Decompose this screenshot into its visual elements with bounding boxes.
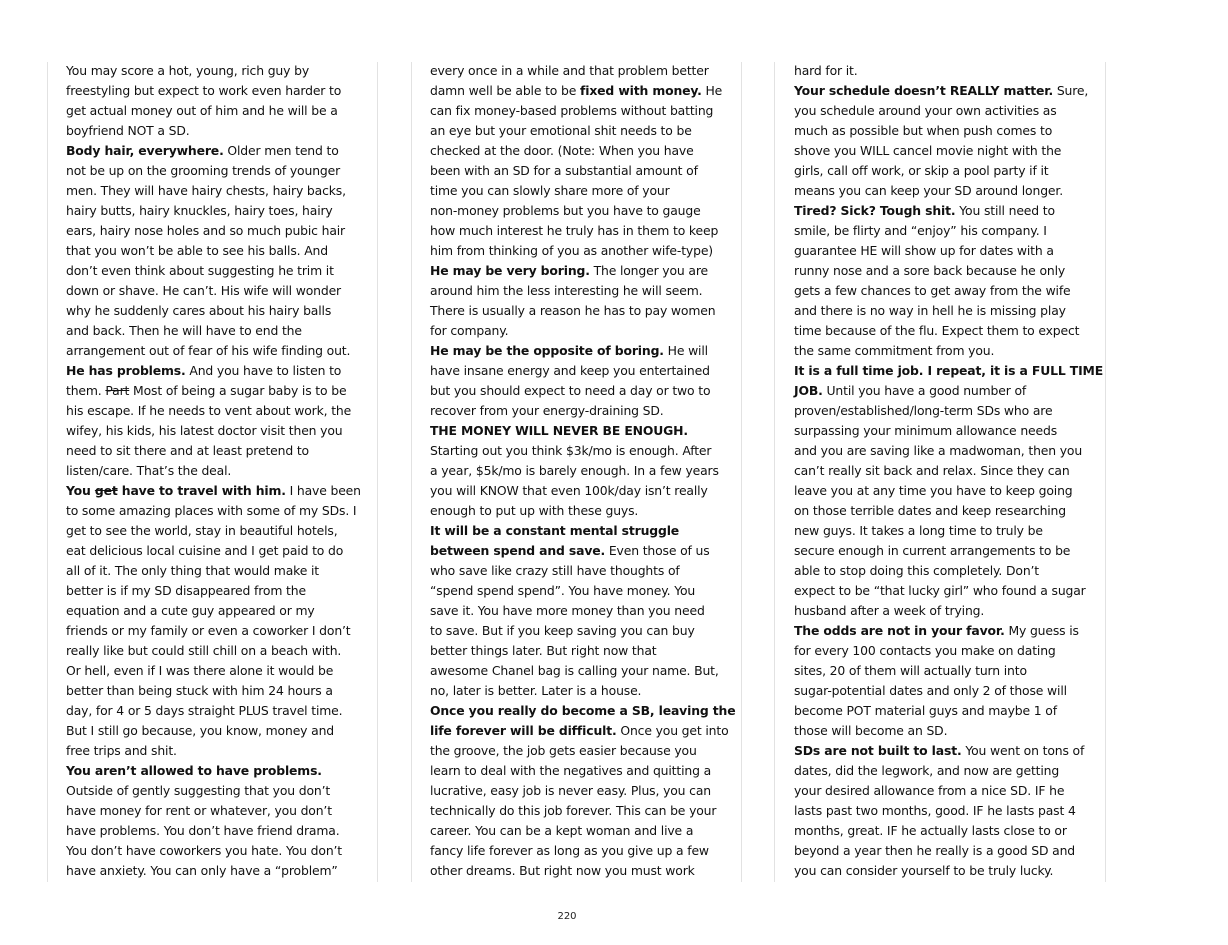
bold-heading-run: You aren’t allowed to have problems. bbox=[66, 763, 322, 778]
text-run: He bbox=[701, 83, 723, 98]
text-run: time because of the flu. Expect them to expect bbox=[794, 323, 1080, 338]
text-run: Once you get into bbox=[616, 723, 729, 738]
text-line bbox=[794, 761, 1092, 781]
text-run: have anxiety. You can only have a “problem” bbox=[66, 863, 338, 878]
text-line bbox=[66, 201, 364, 221]
text-line bbox=[66, 101, 364, 121]
text-run: better than being stuck with him 24 hours a bbox=[66, 683, 333, 698]
text-line bbox=[66, 281, 364, 301]
text-run: to save. But if you keep saving you can buy bbox=[430, 623, 695, 638]
text-run: shove you WILL cancel movie night with the bbox=[794, 143, 1062, 158]
text-run: gets a few chances to get away from the wife bbox=[794, 283, 1071, 298]
text-line bbox=[794, 241, 1092, 261]
text-line bbox=[430, 201, 728, 221]
text-run: other dreams. But right now you must work bbox=[430, 863, 695, 878]
text-line bbox=[430, 121, 728, 141]
text-run: them. bbox=[66, 383, 106, 398]
text-line bbox=[430, 441, 728, 461]
text-line bbox=[794, 141, 1092, 161]
text-run: wifey, his kids, his latest doctor visit then you bbox=[66, 423, 343, 438]
text-run: There is usually a reason he has to pay women bbox=[430, 303, 716, 318]
bold-heading-run: He may be very boring. bbox=[430, 263, 590, 278]
text-run: The longer you are bbox=[589, 263, 708, 278]
text-line bbox=[794, 161, 1092, 181]
text-run: better things later. But right now that bbox=[430, 643, 657, 658]
text-line bbox=[66, 681, 364, 701]
text-run: hard for it. bbox=[794, 63, 858, 78]
text-run: that you won’t be able to see his balls. And bbox=[66, 243, 328, 258]
text-run: fancy life forever as long as you give up a few bbox=[430, 843, 709, 858]
bold-heading-run: You bbox=[66, 483, 95, 498]
text-line bbox=[794, 561, 1092, 581]
text-run: eat delicious local cuisine and I get paid to do bbox=[66, 543, 344, 558]
text-line bbox=[430, 661, 728, 681]
struck-run: Part bbox=[105, 383, 130, 398]
text-run: save it. You have more money than you need bbox=[430, 603, 705, 618]
text-run: you can consider yourself to be truly lucky. bbox=[794, 863, 1054, 878]
text-run: listen/care. That’s the deal. bbox=[66, 463, 232, 478]
text-run: get to see the world, stay in beautiful hotels, bbox=[66, 523, 338, 538]
text-line bbox=[66, 841, 364, 861]
text-run: means you can keep your SD around longer. bbox=[794, 183, 1063, 198]
text-run: proven/established/long-term SDs who are bbox=[794, 403, 1053, 418]
bold-heading-run: It will be a constant mental struggle bbox=[430, 523, 680, 538]
text-run: for every 100 contacts you make on dating bbox=[794, 643, 1056, 658]
text-line bbox=[66, 441, 364, 461]
text-line bbox=[794, 701, 1092, 721]
text-line bbox=[66, 761, 364, 781]
text-run: girls, call off work, or skip a pool party if it bbox=[794, 163, 1049, 178]
text-column-1 bbox=[66, 61, 364, 881]
text-run: runny nose and a sore back because he only bbox=[794, 263, 1066, 278]
text-run: equation and a cute guy appeared or my bbox=[66, 603, 315, 618]
page-number: 220 bbox=[557, 911, 577, 922]
text-run: ears, hairy nose holes and so much pubic hair bbox=[66, 223, 346, 238]
text-line bbox=[66, 741, 364, 761]
text-run: secure enough in current arrangements to be bbox=[794, 543, 1071, 558]
text-run: those will become an SD. bbox=[794, 723, 948, 738]
text-line bbox=[66, 601, 364, 621]
text-run: become POT material guys and maybe 1 of bbox=[794, 703, 1057, 718]
text-line bbox=[430, 361, 728, 381]
bold-heading-run: Your schedule doesn’t REALLY matter. bbox=[794, 83, 1054, 98]
text-run: sites, 20 of them will actually turn into bbox=[794, 663, 1027, 678]
text-run: arrangement out of fear of his wife finding out. bbox=[66, 343, 351, 358]
text-run: Until you have a good number of bbox=[822, 383, 1027, 398]
text-line bbox=[430, 301, 728, 321]
text-run: freestyling but expect to work even harder to bbox=[66, 83, 342, 98]
text-line bbox=[794, 121, 1092, 141]
bold-heading-run: SDs are not built to last. bbox=[794, 743, 962, 758]
text-line bbox=[430, 601, 728, 621]
text-line bbox=[430, 821, 728, 841]
text-run: Even those of us bbox=[605, 543, 710, 558]
text-run: enough to put up with these guys. bbox=[430, 503, 639, 518]
text-line bbox=[430, 681, 728, 701]
text-run: And you have to listen to bbox=[185, 363, 342, 378]
text-line bbox=[794, 501, 1092, 521]
text-line bbox=[794, 181, 1092, 201]
text-run: Starting out you think $3k/mo is enough. After bbox=[430, 443, 712, 458]
bold-heading-run: fixed with money. bbox=[580, 83, 702, 98]
text-line bbox=[430, 721, 728, 741]
text-run: learn to deal with the negatives and quitting a bbox=[430, 763, 712, 778]
text-run: not be up on the grooming trends of younger bbox=[66, 163, 341, 178]
text-run: “spend spend spend”. You have money. You bbox=[430, 583, 696, 598]
text-run: guarantee HE will show up for dates with a bbox=[794, 243, 1054, 258]
text-line bbox=[794, 401, 1092, 421]
text-line bbox=[430, 341, 728, 361]
text-line bbox=[794, 801, 1092, 821]
text-line bbox=[794, 681, 1092, 701]
text-run: have insane energy and keep you entertained bbox=[430, 363, 710, 378]
text-line bbox=[794, 441, 1092, 461]
text-run: Or hell, even if I was there alone it would be bbox=[66, 663, 334, 678]
text-line bbox=[430, 401, 728, 421]
text-line bbox=[794, 581, 1092, 601]
column-rule-2-right bbox=[741, 62, 742, 882]
text-line bbox=[430, 541, 728, 561]
text-run: have problems. You don’t have friend drama. bbox=[66, 823, 340, 838]
text-run: have money for rent or whatever, you don’t bbox=[66, 803, 332, 818]
bold-heading-run: have to travel with him. bbox=[117, 483, 286, 498]
text-run: why he suddenly cares about his hairy balls bbox=[66, 303, 332, 318]
text-run: but you should expect to need a day or two to bbox=[430, 383, 711, 398]
text-run: friends or my family or even a coworker I don’t bbox=[66, 623, 351, 638]
text-line bbox=[430, 561, 728, 581]
text-run: on those terrible dates and keep researching bbox=[794, 503, 1066, 518]
text-line bbox=[430, 141, 728, 161]
text-line bbox=[66, 581, 364, 601]
text-run: to some amazing places with some of my SDs. I bbox=[66, 503, 357, 518]
text-line bbox=[430, 421, 728, 441]
text-line bbox=[794, 321, 1092, 341]
text-run: lasts past two months, good. IF he lasts past 4 bbox=[794, 803, 1076, 818]
bold-heading-run: Once you really do become a SB, leaving the bbox=[430, 703, 736, 718]
text-line bbox=[794, 361, 1104, 381]
text-line bbox=[66, 341, 364, 361]
text-line bbox=[430, 161, 728, 181]
text-run: You still need to bbox=[955, 203, 1055, 218]
bold-heading-run: He has problems. bbox=[66, 363, 186, 378]
text-run: and you are saving like a madwoman, then you bbox=[794, 443, 1083, 458]
text-run: But I still go because, you know, money and bbox=[66, 723, 334, 738]
text-line bbox=[66, 661, 364, 681]
text-line bbox=[430, 261, 728, 281]
column-rule-3-left bbox=[774, 62, 775, 882]
text-line bbox=[430, 761, 728, 781]
text-line bbox=[794, 721, 1092, 741]
text-line bbox=[430, 281, 728, 301]
text-line bbox=[430, 381, 728, 401]
text-line bbox=[66, 801, 364, 821]
column-rule-2-left bbox=[411, 62, 412, 882]
text-line bbox=[430, 81, 728, 101]
struck-bold-run: get bbox=[94, 483, 118, 498]
text-run: Most of being a sugar baby is to be bbox=[129, 383, 347, 398]
bold-heading-run: It is a full time job. I repeat, it is a FULL TIME bbox=[794, 363, 1104, 378]
text-run: free trips and shit. bbox=[66, 743, 177, 758]
text-line bbox=[430, 481, 728, 501]
text-run: no, later is better. Later is a house. bbox=[430, 683, 642, 698]
bold-heading-run: THE MONEY WILL NEVER BE ENOUGH. bbox=[430, 423, 688, 438]
text-run: awesome Chanel bag is calling your name. But, bbox=[430, 663, 719, 678]
text-run: You went on tons of bbox=[961, 743, 1085, 758]
text-line bbox=[794, 521, 1092, 541]
text-line bbox=[66, 641, 364, 661]
text-line bbox=[794, 661, 1092, 681]
text-line bbox=[66, 721, 364, 741]
text-run: an eye but your emotional shit needs to be bbox=[430, 123, 692, 138]
text-line bbox=[430, 321, 728, 341]
text-line bbox=[794, 541, 1092, 561]
text-run: can’t really sit back and relax. Since they can bbox=[794, 463, 1070, 478]
text-line bbox=[66, 81, 364, 101]
text-line bbox=[794, 201, 1092, 221]
text-run: time you can slowly share more of your bbox=[430, 183, 670, 198]
text-run: expect to be “that lucky girl” who found a sugar bbox=[794, 583, 1086, 598]
text-run: new guys. It takes a long time to truly be bbox=[794, 523, 1043, 538]
text-line bbox=[794, 381, 1092, 401]
text-line bbox=[66, 301, 364, 321]
text-run: He will bbox=[663, 343, 708, 358]
bold-run bbox=[95, 483, 118, 498]
text-run: every once in a while and that problem better bbox=[430, 63, 709, 78]
text-run: boyfriend NOT a SD. bbox=[66, 123, 190, 138]
text-run: surpassing your minimum allowance needs bbox=[794, 423, 1057, 438]
text-line bbox=[430, 801, 728, 821]
text-line bbox=[794, 101, 1092, 121]
text-line bbox=[430, 641, 728, 661]
text-line bbox=[66, 421, 364, 441]
text-line bbox=[430, 61, 728, 81]
bold-heading-run: JOB. bbox=[794, 383, 823, 398]
text-run: and back. Then he will have to end the bbox=[66, 323, 302, 338]
text-line bbox=[430, 241, 728, 261]
text-line bbox=[430, 741, 728, 761]
text-line bbox=[430, 221, 728, 241]
text-run: for company. bbox=[430, 323, 509, 338]
text-line bbox=[794, 781, 1092, 801]
text-run: hairy butts, hairy knuckles, hairy toes, hairy bbox=[66, 203, 333, 218]
text-line bbox=[794, 261, 1092, 281]
text-run: technically do this job forever. This can be your bbox=[430, 803, 717, 818]
text-line bbox=[66, 161, 364, 181]
text-line bbox=[66, 561, 364, 581]
text-line bbox=[430, 461, 728, 481]
text-line bbox=[430, 581, 728, 601]
text-run: really like but could still chill on a beach with. bbox=[66, 643, 342, 658]
text-run: been with an SD for a substantial amount of bbox=[430, 163, 698, 178]
text-run: better is if my SD disappeared from the bbox=[66, 583, 306, 598]
column-rule-3-right bbox=[1105, 62, 1106, 882]
text-run: My guess is bbox=[1004, 623, 1079, 638]
text-run: career. You can be a kept woman and live a bbox=[430, 823, 694, 838]
text-run: Outside of gently suggesting that you don’t bbox=[66, 783, 331, 798]
text-line bbox=[794, 301, 1092, 321]
text-line bbox=[430, 841, 728, 861]
text-run: and there is no way in hell he is missing play bbox=[794, 303, 1066, 318]
text-line bbox=[794, 601, 1092, 621]
text-run: smile, be flirty and “enjoy” his company. I bbox=[794, 223, 1047, 238]
column-rule-1-right bbox=[377, 62, 378, 882]
text-line bbox=[794, 461, 1092, 481]
text-line bbox=[794, 741, 1092, 761]
bold-heading-run: life forever will be difficult. bbox=[430, 723, 617, 738]
text-run: You may score a hot, young, rich guy by bbox=[66, 63, 310, 78]
text-run: you will KNOW that even 100k/day isn’t really bbox=[430, 483, 708, 498]
text-run: checked at the door. (Note: When you have bbox=[430, 143, 694, 158]
text-line bbox=[430, 521, 728, 541]
text-line bbox=[794, 481, 1092, 501]
text-run: You don’t have coworkers you hate. You don’t bbox=[66, 843, 343, 858]
text-line bbox=[794, 221, 1092, 241]
text-run: leave you at any time you have to keep going bbox=[794, 483, 1073, 498]
text-line bbox=[66, 181, 364, 201]
text-line bbox=[66, 321, 364, 341]
text-line bbox=[794, 861, 1092, 881]
bold-heading-run: He may be the opposite of boring. bbox=[430, 343, 664, 358]
text-line bbox=[430, 501, 728, 521]
text-line bbox=[66, 621, 364, 641]
text-line bbox=[66, 521, 364, 541]
text-line bbox=[66, 861, 364, 881]
text-run: men. They will have hairy chests, hairy backs, bbox=[66, 183, 346, 198]
text-line bbox=[66, 221, 364, 241]
text-line bbox=[66, 381, 364, 401]
text-line bbox=[430, 781, 728, 801]
text-run: your desired allowance from a nice SD. IF he bbox=[794, 783, 1065, 798]
text-line bbox=[794, 341, 1092, 361]
bold-heading-run: between spend and save. bbox=[430, 543, 606, 558]
text-run: months, great. IF he actually lasts close to or bbox=[794, 823, 1067, 838]
text-run: how much interest he truly has in them to keep bbox=[430, 223, 719, 238]
text-run: all of it. The only thing that would make it bbox=[66, 563, 319, 578]
text-run: a year, $5k/mo is barely enough. In a few years bbox=[430, 463, 719, 478]
column-rule-1-left bbox=[47, 62, 48, 882]
text-line bbox=[430, 701, 736, 721]
text-run: get actual money out of him and he will be a bbox=[66, 103, 338, 118]
text-line bbox=[794, 821, 1092, 841]
text-run: the groove, the job gets easier because you bbox=[430, 743, 697, 758]
text-line bbox=[430, 861, 728, 881]
text-column-3 bbox=[794, 61, 1104, 881]
text-run: recover from your energy-draining SD. bbox=[430, 403, 664, 418]
text-run: I have been bbox=[285, 483, 361, 498]
text-line bbox=[794, 81, 1092, 101]
text-run: beyond a year then he really is a good SD and bbox=[794, 843, 1076, 858]
text-run: can fix money-based problems without batting bbox=[430, 103, 714, 118]
text-run: his escape. If he needs to vent about work, the bbox=[66, 403, 352, 418]
text-line bbox=[66, 781, 364, 801]
text-line bbox=[66, 501, 364, 521]
bold-heading-run: Tired? Sick? Tough shit. bbox=[794, 203, 956, 218]
text-run: don’t even think about suggesting he trim it bbox=[66, 263, 334, 278]
text-run: damn well be able to be bbox=[430, 83, 580, 98]
text-line bbox=[66, 121, 364, 141]
text-line bbox=[430, 101, 728, 121]
text-run: lucrative, easy job is never easy. Plus, you can bbox=[430, 783, 711, 798]
text-run: able to stop doing this completely. Don’t bbox=[794, 563, 1040, 578]
text-line bbox=[66, 241, 364, 261]
text-line bbox=[66, 261, 364, 281]
text-run: him from thinking of you as another wife-type) bbox=[430, 243, 713, 258]
text-run: around him the less interesting he will seem. bbox=[430, 283, 703, 298]
text-run: down or shave. He can’t. His wife will wonder bbox=[66, 283, 341, 298]
text-line bbox=[794, 621, 1092, 641]
text-line bbox=[794, 841, 1092, 861]
bold-heading-run: Body hair, everywhere. bbox=[66, 143, 224, 158]
text-line bbox=[794, 61, 1092, 81]
text-line bbox=[66, 141, 364, 161]
text-run: husband after a week of trying. bbox=[794, 603, 985, 618]
text-line bbox=[430, 621, 728, 641]
text-line bbox=[66, 481, 364, 501]
text-line bbox=[794, 641, 1092, 661]
text-line bbox=[66, 461, 364, 481]
text-line bbox=[66, 821, 364, 841]
text-line bbox=[66, 701, 364, 721]
text-line bbox=[66, 401, 364, 421]
text-run: sugar-potential dates and only 2 of those will bbox=[794, 683, 1067, 698]
text-run: dates, did the legwork, and now are getting bbox=[794, 763, 1060, 778]
text-run: day, for 4 or 5 days straight PLUS travel time. bbox=[66, 703, 343, 718]
text-run: you schedule around your own activities as bbox=[794, 103, 1057, 118]
text-line bbox=[794, 281, 1092, 301]
text-run: the same commitment from you. bbox=[794, 343, 995, 358]
text-run: need to sit there and at least pretend to bbox=[66, 443, 309, 458]
text-line bbox=[430, 181, 728, 201]
text-line bbox=[66, 361, 364, 381]
text-run: non-money problems but you have to gauge bbox=[430, 203, 701, 218]
text-column-2 bbox=[430, 61, 736, 881]
text-run: much as possible but when push comes to bbox=[794, 123, 1053, 138]
text-line bbox=[794, 421, 1092, 441]
text-line bbox=[66, 61, 364, 81]
text-run: who save like crazy still have thoughts of bbox=[430, 563, 680, 578]
bold-heading-run: The odds are not in your favor. bbox=[794, 623, 1005, 638]
text-run: Older men tend to bbox=[223, 143, 339, 158]
text-line bbox=[66, 541, 364, 561]
text-run: Sure, bbox=[1053, 83, 1089, 98]
